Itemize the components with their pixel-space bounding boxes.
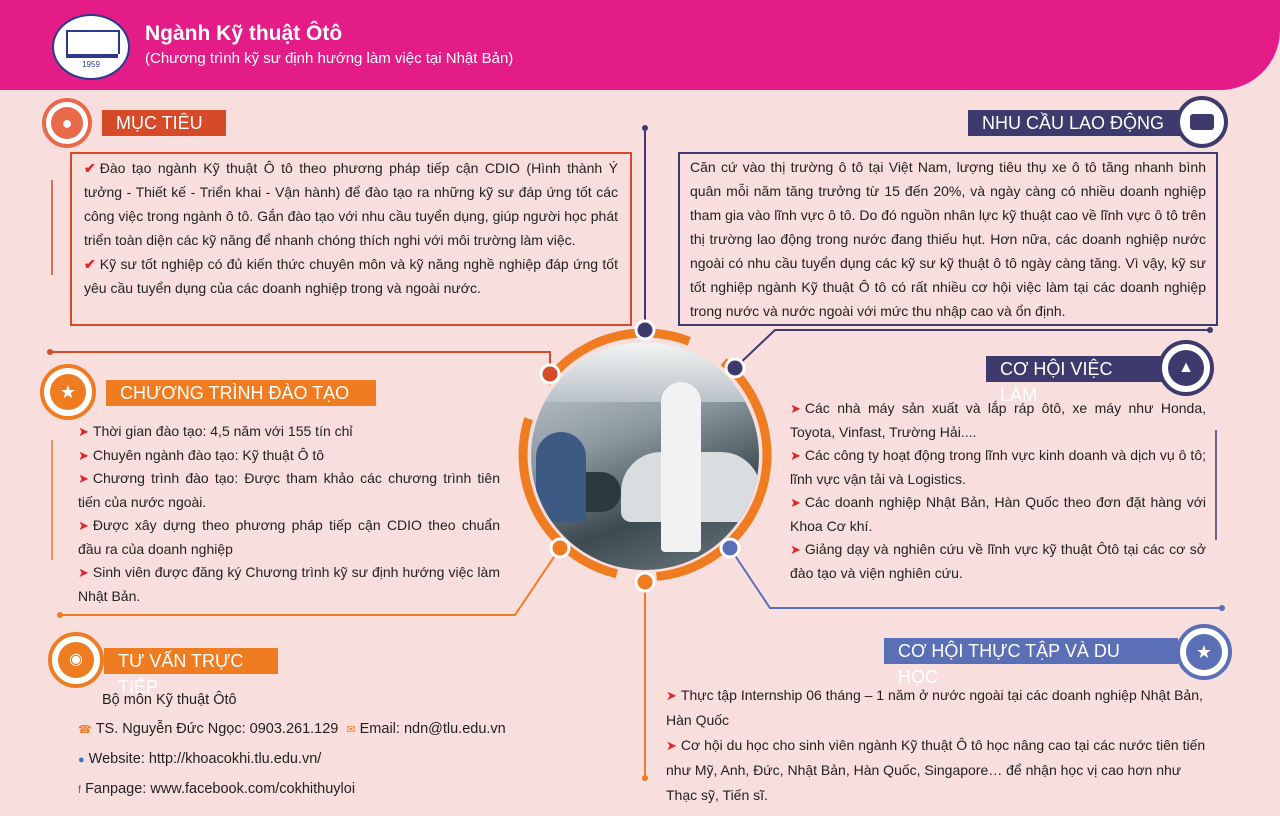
list-item: ➤ Các nhà máy sản xuất và lắp ráp ôtô, xe máy như Honda, Toyota, Vinfast, Trường Hải.... — [790, 400, 1206, 440]
university-logo: 1959 — [52, 14, 130, 80]
department: Bộ môn Kỹ thuật Ôtô — [102, 692, 237, 708]
medal-icon: ★ — [40, 364, 96, 420]
thuc-tap-list — [666, 683, 1210, 808]
mail-icon: ✉ — [346, 724, 356, 736]
thuc-tap-label: CƠ HỘI THỰC TẬP VÀ DU HỌC — [884, 638, 1178, 664]
contact-line: ☎ TS. Nguyễn Đức Ngọc: 0903.261.129 ✉ Email: ndn@tlu.edu.vn — [78, 721, 506, 737]
muc-tieu-label: MỤC TIÊU — [102, 110, 226, 136]
list-item: ➤ Thời gian đào tạo: 4,5 năm với 155 tín chỉ — [78, 423, 353, 439]
list-item: ✔ Đào tạo ngành Kỹ thuật Ô tô theo phương pháp tiếp cận CDIO (Hình thành Ý tưởng - Thiết kế - Triển khai - Vận hành) để đào tạo ra những kỹ sư đáp ứng tốt các công việc trong ngành ô tô. Gắn đào tạo với nhu cầu tuyển dụng, giúp người học phát triển toàn diện các kỹ năng để nhanh chóng thích nghi với môi trường làm việc. — [84, 160, 618, 248]
location-pin-icon: ◉ — [48, 632, 104, 688]
website-line — [78, 745, 518, 775]
nhu-cau-label: NHU CẦU LAO ĐỘNG — [968, 110, 1186, 136]
chuong-trinh-list — [78, 420, 500, 608]
website-link[interactable]: Website: http://khoacokhi.tlu.edu.vn/ — [88, 751, 322, 767]
nhu-cau-text: Căn cứ vào thị trường ô tô tại Việt Nam, lượng tiêu thụ xe ô tô tăng nhanh bình quân mỗi năm tăng trưởng từ 15 đến 20%, và ngày càng có nhiều doanh nghiệp tham gia vào lĩnh vực ô tô. Do đó nguồn nhân lực kỹ thuật cao về lĩnh vực ô tô trên thị trường lao động trong nước đang thiếu hụt. Hơn nữa, các doanh nghiệp nước ngoài có nhu cầu tuyển dụng các kỹ sư kỹ thuật ô tô ngày càng tăng. Vì vậy, kỹ sư tốt nghiệp ngành Kỹ thuật Ô tô có rất nhiều cơ hội việc làm tại các doanh nghiệp trong nước và nước ngoài với mức thu nhập cao và ổn định. — [690, 159, 1206, 319]
list-item: ➤ Các công ty hoạt động trong lĩnh vực kinh doanh và dịch vụ ô tô; lĩnh vực vận tải và Logistics. — [790, 447, 1206, 487]
page-title: Ngành Kỹ thuật Ôtô — [145, 22, 343, 45]
list-item: ➤ Sinh viên được đăng ký Chương trình kỹ sư định hướng việc làm Nhật Bản. — [78, 564, 500, 604]
list-item: ➤ Giảng dạy và nghiên cứu về lĩnh vực kỹ thuật Ôtô tại các cơ sở đào tạo và viện nghiên cứu. — [790, 541, 1206, 581]
graduation-cap-icon: ▲ — [1158, 340, 1214, 396]
page-subtitle: (Chương trình kỹ sư định hướng làm việc tại Nhật Bản) — [145, 50, 514, 67]
person-icon: ● — [42, 98, 92, 148]
list-item: ➤ Thực tập Internship 06 tháng – 1 năm ở nước ngoài tại các doanh nghiệp Nhật Bản, Hàn Quốc — [666, 687, 1203, 728]
tu-van-info — [78, 686, 518, 805]
fanpage-line — [78, 775, 518, 805]
chuong-trinh-label: CHƯƠNG TRÌNH ĐÀO TẠO — [106, 380, 376, 406]
email-link[interactable]: Email: ndn@tlu.edu.vn — [359, 721, 506, 737]
muc-tieu-box — [70, 152, 632, 326]
list-item: ➤ Các doanh nghiệp Nhật Bản, Hàn Quốc theo đơn đặt hàng với Khoa Cơ khí. — [790, 494, 1206, 534]
star-icon: ★ — [1176, 624, 1232, 680]
list-item: ➤ Chương trình đào tạo: Được tham khảo các chương trình tiên tiến của nước ngoài. — [78, 470, 500, 510]
nhu-cau-box — [678, 152, 1218, 326]
fanpage-link[interactable]: Fanpage: www.facebook.com/cokhithuyloi — [85, 781, 356, 797]
briefcase-icon — [1176, 96, 1228, 148]
facebook-icon: f — [78, 784, 82, 796]
phone-icon: ☎ — [78, 724, 92, 736]
list-item: ➤ Chuyên ngành đào tạo: Kỹ thuật Ô tô — [78, 446, 325, 463]
co-hoi-label: CƠ HỘI VIỆC LÀM — [986, 356, 1162, 382]
list-item: ✔ Kỹ sư tốt nghiệp có đủ kiến thức chuyên môn và kỹ năng nghề nghiệp đáp ứng tốt yêu cầu tuyển dụng của các doanh nghiệp trong và ngoài nước. — [84, 256, 618, 296]
tu-van-label: TƯ VẤN TRỰC TIẾP — [104, 648, 278, 674]
list-item: ➤ Cơ hội du học cho sinh viên ngành Kỹ thuật Ô tô học nâng cao tại các nước tiên tiến như Mỹ, Anh, Đức, Nhật Bản, Hàn Quốc, Singapore… để nhận học vị cao hơn như Thạc sỹ, Tiến sĩ. — [666, 737, 1206, 803]
car-photo — [531, 342, 759, 570]
list-item: ➤ Được xây dựng theo phương pháp tiếp cận CDIO theo chuẩn đầu ra của doanh nghiệp — [78, 517, 500, 557]
globe-icon: ● — [78, 754, 85, 766]
co-hoi-list — [790, 397, 1206, 585]
